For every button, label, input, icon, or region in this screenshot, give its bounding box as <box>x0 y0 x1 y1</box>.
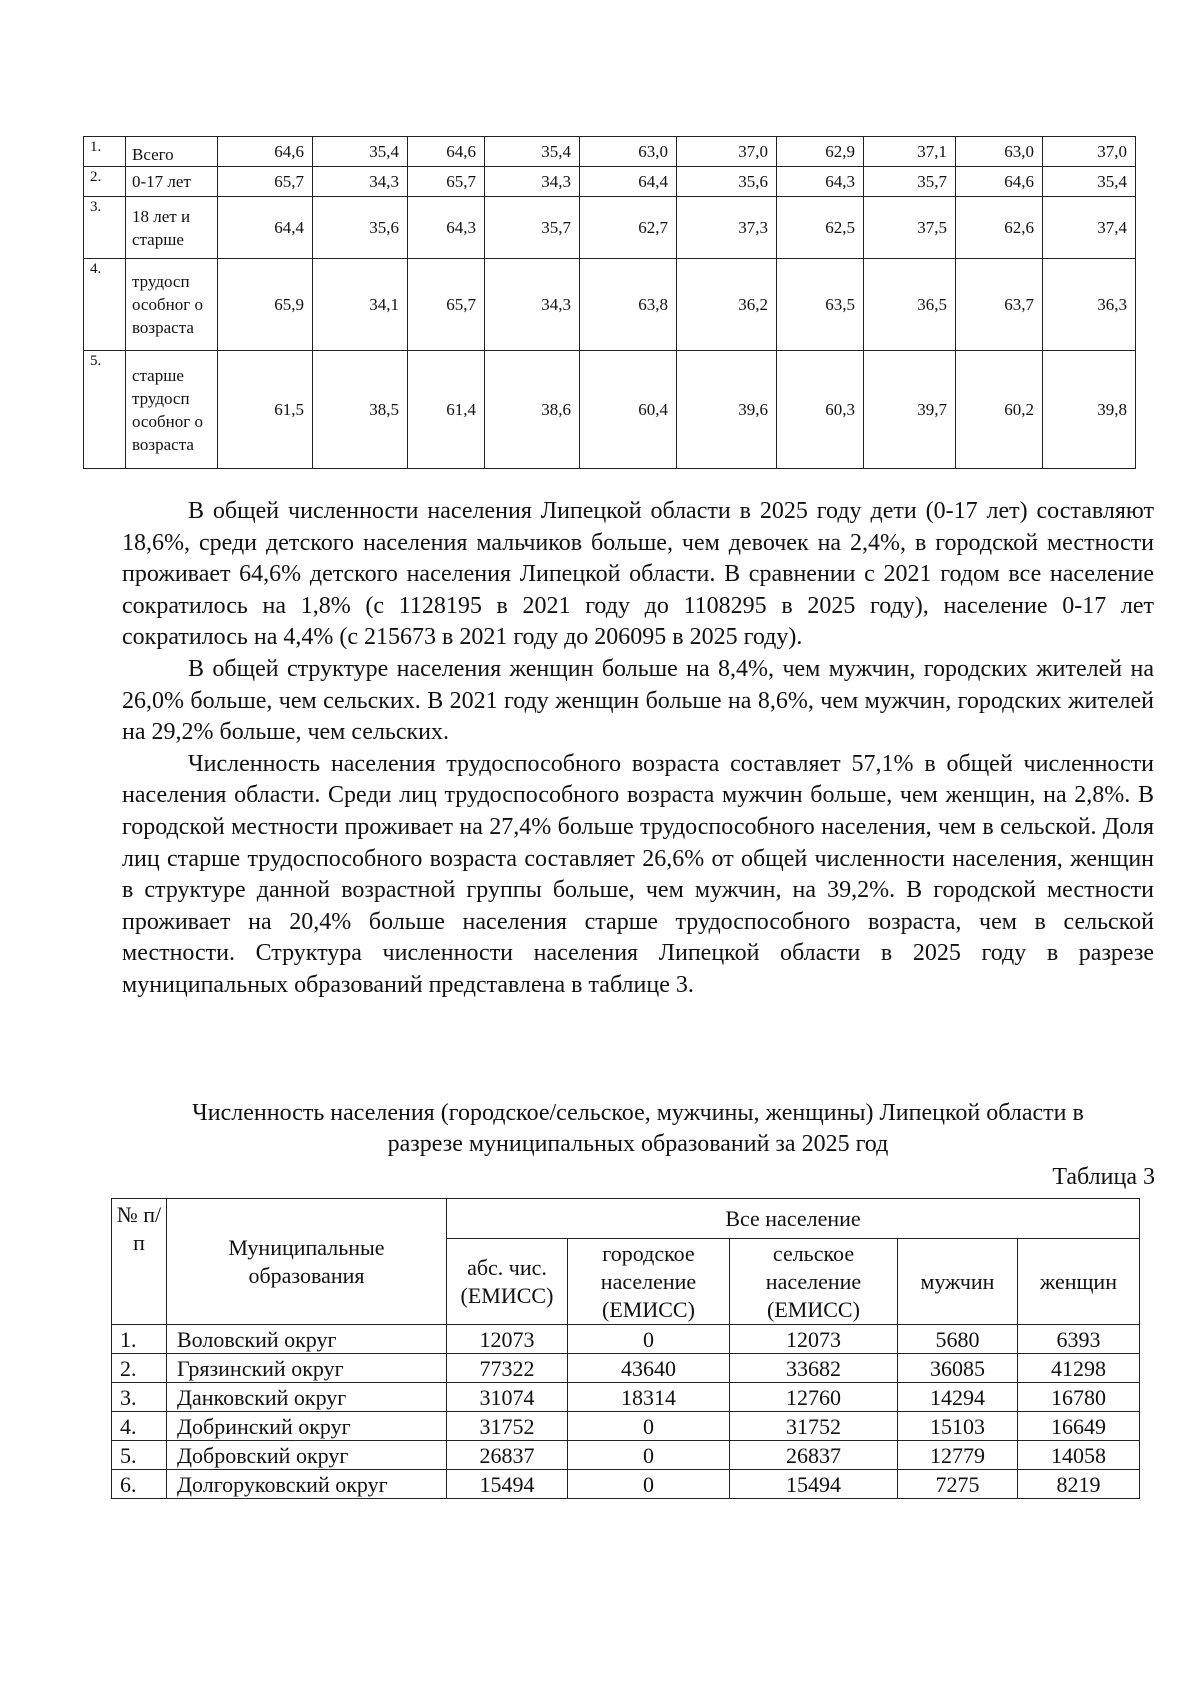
municipality-name: Грязинский округ <box>167 1354 447 1383</box>
abs-cell: 26837 <box>447 1441 568 1470</box>
women-cell: 8219 <box>1018 1470 1140 1499</box>
row-number: 2. <box>84 167 126 197</box>
municipality-name: Долгоруковский округ <box>167 1470 447 1499</box>
value-cell: 65,7 <box>218 167 313 197</box>
urban-cell: 43640 <box>568 1354 730 1383</box>
urban-cell: 0 <box>568 1470 730 1499</box>
value-cell: 35,4 <box>485 137 580 167</box>
row-label: Всего <box>126 137 218 167</box>
women-cell: 16780 <box>1018 1383 1140 1412</box>
value-cell: 65,7 <box>408 259 485 351</box>
value-cell: 38,6 <box>485 351 580 469</box>
value-cell: 39,8 <box>1043 351 1136 469</box>
rural-cell: 31752 <box>730 1412 898 1441</box>
row-number: 3. <box>112 1383 167 1412</box>
body-text <box>122 496 1154 1002</box>
value-cell: 34,3 <box>485 259 580 351</box>
row-number: 5. <box>112 1441 167 1470</box>
row-number: 1. <box>112 1325 167 1354</box>
value-cell: 65,9 <box>218 259 313 351</box>
value-cell: 35,4 <box>313 137 408 167</box>
value-cell: 63,0 <box>580 137 677 167</box>
table-row <box>112 1325 1140 1354</box>
value-cell: 36,2 <box>677 259 777 351</box>
rural-cell: 33682 <box>730 1354 898 1383</box>
abs-cell: 15494 <box>447 1470 568 1499</box>
urban-cell: 18314 <box>568 1383 730 1412</box>
row-number: 6. <box>112 1470 167 1499</box>
row-number: 4. <box>84 259 126 351</box>
header-men: мужчин <box>898 1239 1018 1325</box>
abs-cell: 31752 <box>447 1412 568 1441</box>
women-cell: 16649 <box>1018 1412 1140 1441</box>
municipality-name: Данковский округ <box>167 1383 447 1412</box>
value-cell: 61,4 <box>408 351 485 469</box>
abs-cell: 12073 <box>447 1325 568 1354</box>
value-cell: 34,3 <box>485 167 580 197</box>
header-abs: абс. чис. (ЕМИСС) <box>447 1239 568 1325</box>
table-row <box>84 351 1136 469</box>
municipality-name: Воловский округ <box>167 1325 447 1354</box>
value-cell: 38,5 <box>313 351 408 469</box>
header-rural: сельское население (ЕМИСС) <box>730 1239 898 1325</box>
table-row <box>84 259 1136 351</box>
value-cell: 37,5 <box>864 197 956 259</box>
paragraph: Численность населения трудоспособного возраста составляет 57,1% в общей численности населения области. Среди лиц трудоспособного возраста мужчин больше, чем женщин, на 2,8%. В городской местности проживает на 27,4% больше трудоспособного населения, чем в сельской. Доля лиц старше трудоспособного возраста составляет 26,6% от общей численности населения, женщин в структуре данной возрастной группы больше, чем мужчин, на 39,2%. В городской местности проживает на 20,4% больше населения старше трудоспособного возраста, чем в сельской местности. Структура численности населения Липецкой области в 2025 году в разрезе муниципальных образований представлена в таблице 3. <box>122 750 1154 998</box>
value-cell: 61,5 <box>218 351 313 469</box>
row-number: 5. <box>84 351 126 469</box>
value-cell: 37,0 <box>677 137 777 167</box>
value-cell: 60,3 <box>777 351 864 469</box>
value-cell: 37,4 <box>1043 197 1136 259</box>
value-cell: 36,5 <box>864 259 956 351</box>
value-cell: 64,3 <box>777 167 864 197</box>
value-cell: 65,7 <box>408 167 485 197</box>
women-cell: 41298 <box>1018 1354 1140 1383</box>
men-cell: 36085 <box>898 1354 1018 1383</box>
value-cell: 64,3 <box>408 197 485 259</box>
value-cell: 39,6 <box>677 351 777 469</box>
value-cell: 60,2 <box>956 351 1043 469</box>
men-cell: 5680 <box>898 1325 1018 1354</box>
table-row <box>112 1412 1140 1441</box>
value-cell: 37,1 <box>864 137 956 167</box>
value-cell: 64,6 <box>218 137 313 167</box>
value-cell: 35,6 <box>313 197 408 259</box>
value-cell: 62,7 <box>580 197 677 259</box>
value-cell: 62,9 <box>777 137 864 167</box>
value-cell: 37,0 <box>1043 137 1136 167</box>
table-row <box>112 1441 1140 1470</box>
row-number: 1. <box>84 137 126 167</box>
caption-line: Численность населения (городское/сельское, мужчины, женщины) Липецкой области в <box>192 1100 1084 1126</box>
value-cell: 35,4 <box>1043 167 1136 197</box>
header-municipality: Муниципальные образования <box>167 1199 447 1325</box>
men-cell: 15103 <box>898 1412 1018 1441</box>
value-cell: 63,7 <box>956 259 1043 351</box>
value-cell: 35,6 <box>677 167 777 197</box>
paragraph: В общей структуре населения женщин больше на 8,4%, чем мужчин, городских жителей на 26,0% больше, чем сельских. В 2021 году женщин больше на 8,6%, чем мужчин, городских жителей на 29,2% больше, чем сельских. <box>122 655 1154 746</box>
caption-line: разрезе муниципальных образований за 2025 год <box>387 1131 889 1157</box>
header-urban: городское население (ЕМИСС) <box>568 1239 730 1325</box>
value-cell: 64,4 <box>580 167 677 197</box>
row-label: 18 лет и старше <box>126 197 218 259</box>
value-cell: 35,7 <box>864 167 956 197</box>
value-cell: 60,4 <box>580 351 677 469</box>
header-women: женщин <box>1018 1239 1140 1325</box>
table-row <box>112 1383 1140 1412</box>
men-cell: 7275 <box>898 1470 1018 1499</box>
value-cell: 39,7 <box>864 351 956 469</box>
table-row <box>112 1354 1140 1383</box>
table-caption <box>120 1098 1156 1160</box>
header-number: № п/п <box>112 1199 167 1325</box>
table-row <box>84 197 1136 259</box>
urban-cell: 0 <box>568 1412 730 1441</box>
value-cell: 34,3 <box>313 167 408 197</box>
rural-cell: 12073 <box>730 1325 898 1354</box>
rural-cell: 15494 <box>730 1470 898 1499</box>
value-cell: 35,7 <box>485 197 580 259</box>
municipality-name: Добринский округ <box>167 1412 447 1441</box>
value-cell: 64,6 <box>408 137 485 167</box>
value-cell: 64,6 <box>956 167 1043 197</box>
men-cell: 12779 <box>898 1441 1018 1470</box>
rural-cell: 26837 <box>730 1441 898 1470</box>
row-number: 4. <box>112 1412 167 1441</box>
women-cell: 14058 <box>1018 1441 1140 1470</box>
value-cell: 63,0 <box>956 137 1043 167</box>
abs-cell: 31074 <box>447 1383 568 1412</box>
age-structure-table <box>83 136 1136 469</box>
women-cell: 6393 <box>1018 1325 1140 1354</box>
table-row <box>112 1470 1140 1499</box>
value-cell: 37,3 <box>677 197 777 259</box>
men-cell: 14294 <box>898 1383 1018 1412</box>
table-row <box>84 137 1136 167</box>
value-cell: 34,1 <box>313 259 408 351</box>
municipality-name: Добровский округ <box>167 1441 447 1470</box>
value-cell: 62,6 <box>956 197 1043 259</box>
table-number-label: Таблица 3 <box>1052 1164 1155 1190</box>
urban-cell: 0 <box>568 1441 730 1470</box>
row-label: трудосп особног о возраста <box>126 259 218 351</box>
urban-cell: 0 <box>568 1325 730 1354</box>
row-label: 0-17 лет <box>126 167 218 197</box>
row-label: старше трудосп особног о возраста <box>126 351 218 469</box>
value-cell: 62,5 <box>777 197 864 259</box>
abs-cell: 77322 <box>447 1354 568 1383</box>
value-cell: 64,4 <box>218 197 313 259</box>
municipal-population-table <box>111 1198 1140 1499</box>
header-all-population: Все население <box>447 1199 1140 1239</box>
value-cell: 63,5 <box>777 259 864 351</box>
paragraph: В общей численности населения Липецкой области в 2025 году дети (0-17 лет) составляют 18,6%, среди детского населения мальчиков больше, чем девочек на 2,4%, в городской местности проживает 64,6% детского населения Липецкой области. В сравнении с 2021 годом все население сократилось на 1,8% (с 1128195 в 2021 году до 1108295 в 2025 году), население 0-17 лет сократилось на 4,4% (с 215673 в 2021 году до 206095 в 2025 году). <box>122 498 1154 651</box>
rural-cell: 12760 <box>730 1383 898 1412</box>
table-row <box>84 167 1136 197</box>
value-cell: 63,8 <box>580 259 677 351</box>
row-number: 2. <box>112 1354 167 1383</box>
row-number: 3. <box>84 197 126 259</box>
value-cell: 36,3 <box>1043 259 1136 351</box>
